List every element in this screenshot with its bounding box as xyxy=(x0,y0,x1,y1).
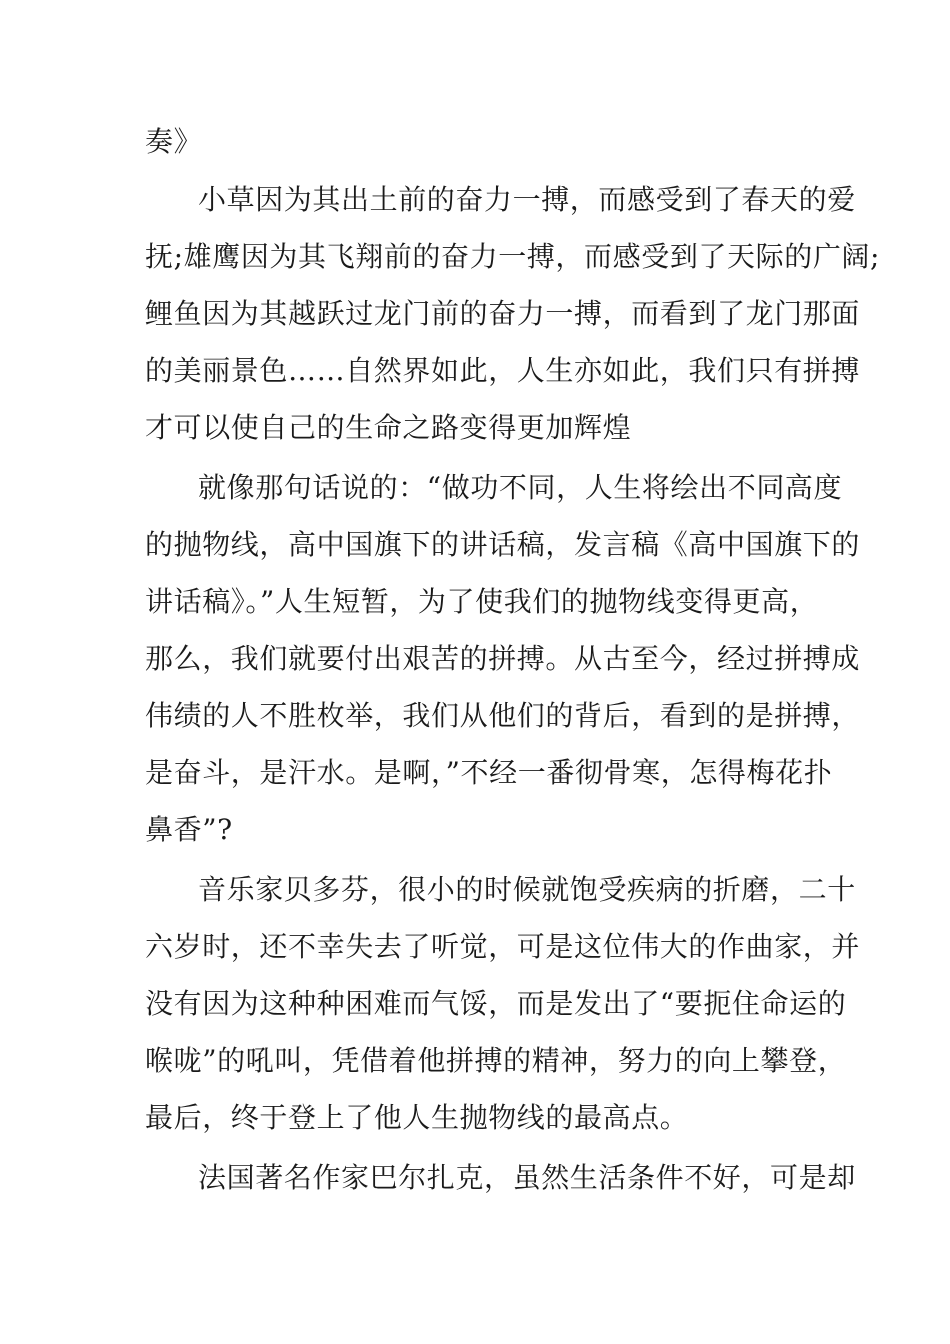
text-line: 法国著名作家巴尔扎克，虽然生活条件不好，可是却 xyxy=(198,1161,856,1194)
text-line: 抚;雄鹰因为其飞翔前的奋力一搏，而感受到了天际的广阔; xyxy=(145,240,881,273)
text-line: 才可以使自己的生命之路变得更加辉煌 xyxy=(145,411,632,444)
text-line: 小草因为其出土前的奋力一搏，而感受到了春天的爱 xyxy=(198,183,856,216)
text-line: 没有因为这种种困难而气馁，而是发出了“要扼住命运的 xyxy=(145,987,847,1020)
text-line: 六岁时，还不幸失去了听觉，可是这位伟大的作曲家，并 xyxy=(145,930,861,963)
text-line: 音乐家贝多芬，很小的时候就饱受疾病的折磨，二十 xyxy=(198,873,856,906)
text-line: 的美丽景色……自然界如此，人生亦如此，我们只有拼搏 xyxy=(145,354,861,387)
text-line: 鼻香”? xyxy=(145,813,233,846)
text-line: 伟绩的人不胜枚举，我们从他们的背后，看到的是拼搏， xyxy=(145,699,861,732)
text-line: 鲤鱼因为其越跃过龙门前的奋力一搏，而看到了龙门那面 xyxy=(145,297,861,330)
text-line: 奏》 xyxy=(145,125,203,158)
text-line: 就像那句话说的：“做功不同，人生将绘出不同高度 xyxy=(198,471,843,504)
text-line: 最后，终于登上了他人生抛物线的最高点。 xyxy=(145,1101,689,1134)
text-line: 喉咙”的吼叫，凭借着他拼搏的精神，努力的向上攀登， xyxy=(145,1044,847,1077)
text-line: 讲话稿》。”人生短暂，为了使我们的抛物线变得更高， xyxy=(145,585,819,618)
text-line: 那么，我们就要付出艰苦的拼搏。从古至今，经过拼搏成 xyxy=(145,642,861,675)
text-line: 的抛物线，高中国旗下的讲话稿，发言稿《高中国旗下的 xyxy=(145,528,861,561)
text-line: 是奋斗，是汗水。是啊，”不经一番彻骨寒，怎得梅花扑 xyxy=(145,756,833,789)
